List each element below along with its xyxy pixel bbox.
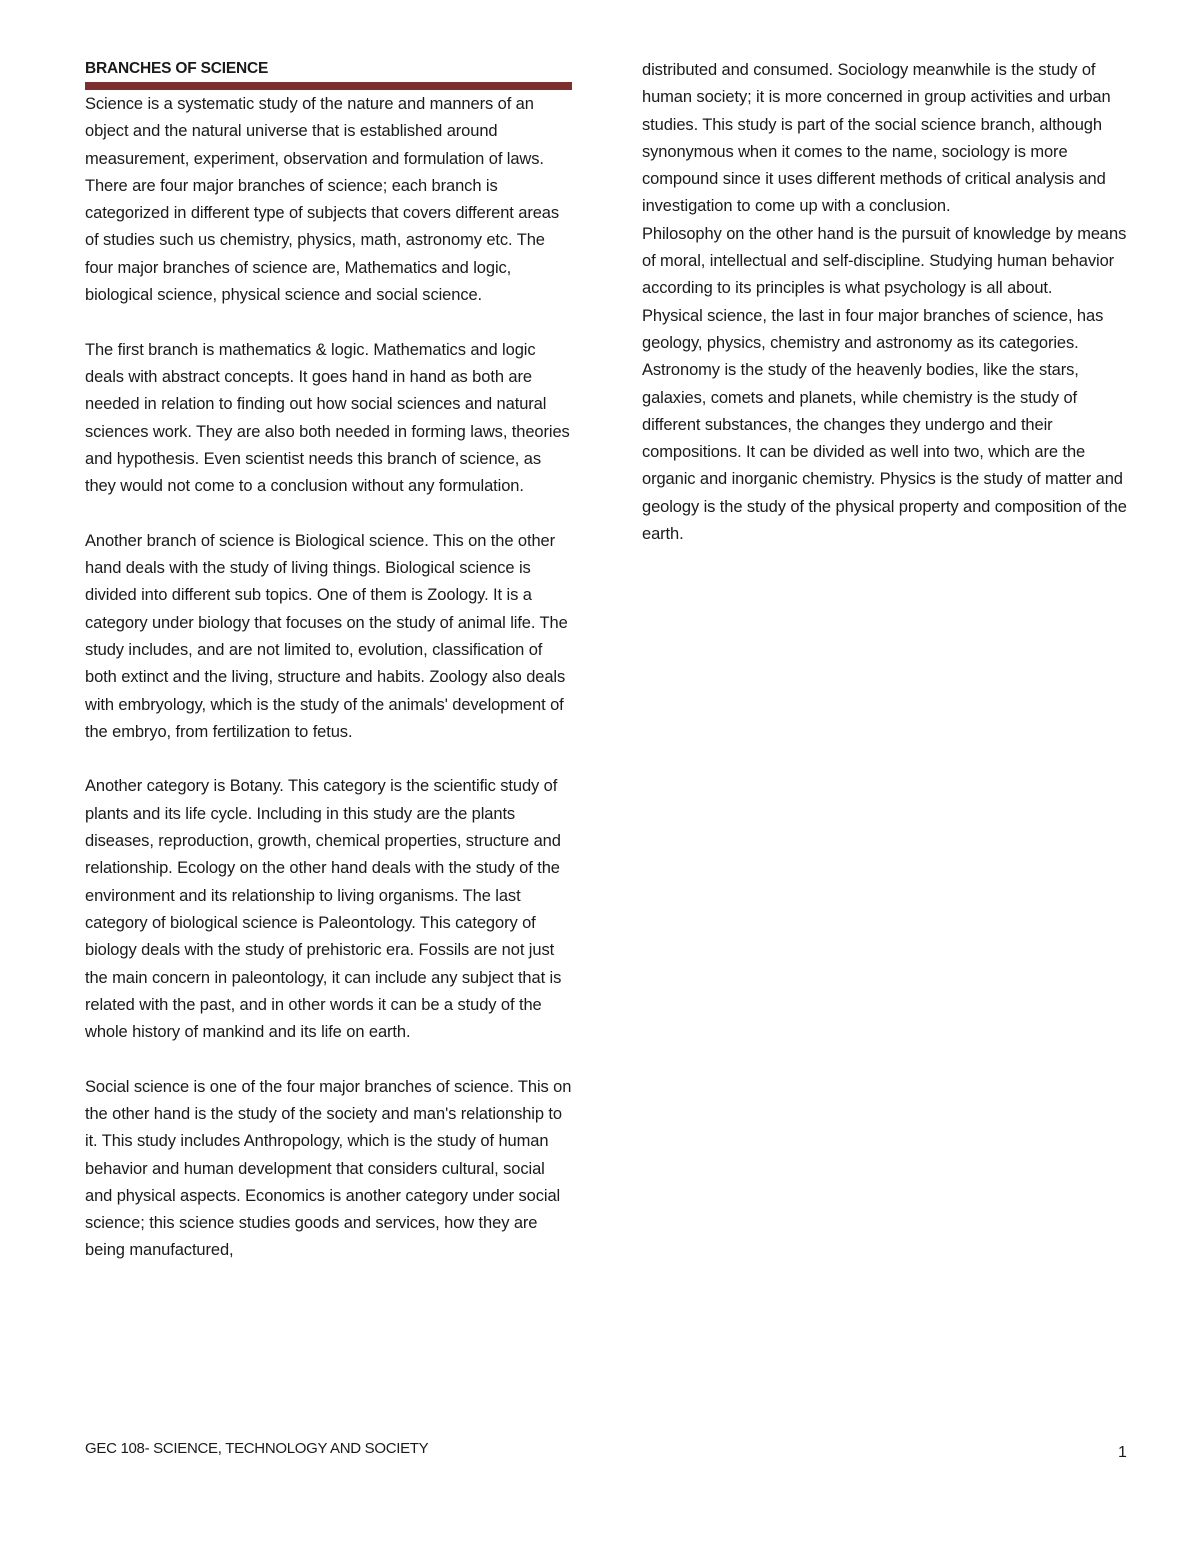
paragraph-spacer [85,500,575,527]
paragraph-spacer [85,309,575,336]
paragraph-physical-science: Physical science, the last in four major branches of science, has geology, physics, chemistry and astronomy as its categories. Astronomy is the study of the heavenly bodies, like the stars, galaxies, comets and planets, while chemistry is the study of different substances, the changes they undergo and their compositions. It can be divided as well into two, which are the organic and inorganic chemistry. Physics is the study of matter and geology is the study of the physical property and composition of the earth. [642,306,1127,544]
paragraph-mathematics-logic: The first branch is mathematics & logic. Mathematics and logic deals with abstract concepts. It goes hand in hand as both are needed in relation to finding out how social sciences and natural sciences work. They are also both needed in forming laws, theories and hypothesis. Even scientist needs this branch of science, as they would not come to a conclusion without any formulation. [85,340,570,496]
paragraph-sociology: distributed and consumed. Sociology meanwhile is the study of human society; it is more concerned in group activities and urban studies. This study is part of the social science branch, although synonymous when it comes to the name, sociology is more compound since it uses different methods of critical analysis and investigation to come up with a conclusion. [642,61,1111,216]
paragraph-intro: Science is a systematic study of the nature and manners of an object and the natural universe that is established around measurement, experiment, observation and formulation of laws. There are four major branches of science; each branch is categorized in different type of subjects that covers different areas of studies such us chemistry, physics, math, astronomy etc. The four major branches of science are, Mathematics and logic, biological science, physical science and social science. [85,95,560,305]
paragraph-social-science: Social science is one of the four major branches of science. This on the other hand is the study of the society and man's relationship to it. This study includes Anthropology, which is the study of human behavior and human development that considers cultural, social and physical aspects. Economics is another category under social science; this science studies goods and services, how they are being manufactured, [85,1077,572,1260]
paragraph-philosophy: Philosophy on the other hand is the pursuit of knowledge by means of moral, intellectual and self-discipline. Studying human behavior according to its principles is what psychology is all about. [642,224,1127,298]
paragraph-biological-science: Another branch of science is Biological science. This on the other hand deals with the study of living things. Biological science is divided into different sub topics. One of them is Zoology. It is a category under biology that focuses on the study of animal life. The study includes, and are not limited to, evolution, classification of both extinct and the living, structure and habits. Zoology also deals with embryology, which is the study of the animals' development of the embryo, from fertilization to fetus. [85,531,568,741]
paragraph-botany: Another category is Botany. This category is the scientific study of plants and its life cycle. Including in this study are the plants diseases, reproduction, growth, chemical properties, structure and relationship. Ecology on the other hand deals with the study of the environment and its relationship to living organisms. The last category of biological science is Paleontology. This category of biology deals with the study of prehistoric era. Fossils are not just the main concern in paleontology, it can include any subject that is related with the past, and in other words it can be a study of the whole history of mankind and its life on earth. [85,777,562,1042]
paragraph-spacer [85,746,575,773]
left-column [85,57,575,1265]
title-underline-rule [85,82,572,90]
right-column [642,57,1132,548]
footer-page-number: 1 [1118,1444,1127,1461]
document-title: BRANCHES OF SCIENCE [85,60,269,77]
paragraph-spacer [85,1046,575,1073]
footer-course-title: GEC 108- SCIENCE, TECHNOLOGY AND SOCIETY [85,1440,429,1457]
